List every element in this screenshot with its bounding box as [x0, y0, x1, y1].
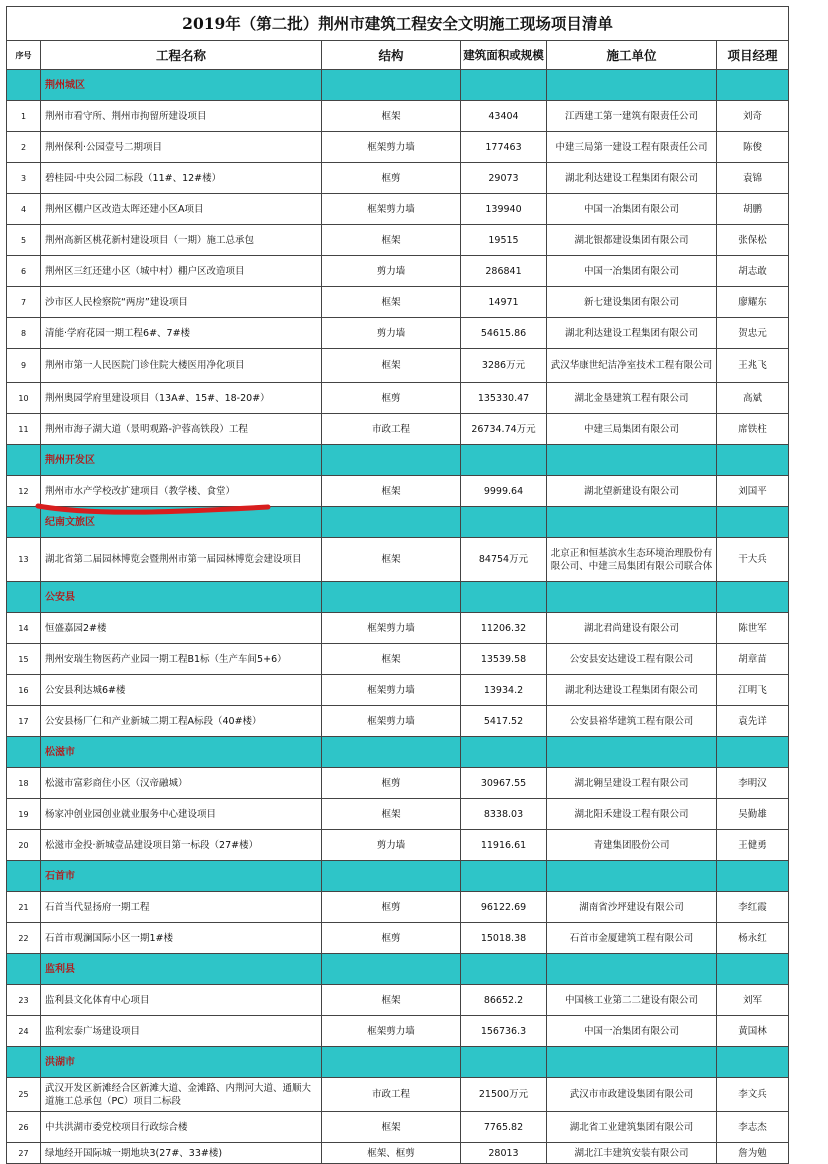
row-manager: 陈世军	[717, 613, 789, 644]
row-area: 8338.03	[461, 799, 547, 830]
row-structure: 框架	[322, 225, 461, 256]
row-area: 28013	[461, 1143, 547, 1164]
table-row	[7, 923, 789, 954]
region-empty-cell	[461, 861, 547, 892]
region-empty-cell	[322, 1047, 461, 1078]
row-project-name: 武汉开发区新滩经合区新滩大道、金滩路、内荆河大道、通顺大道施工总承包（PC）项目二标段	[41, 1078, 322, 1112]
region-empty-cell	[717, 445, 789, 476]
row-structure: 框架剪力墙	[322, 194, 461, 225]
row-seq: 26	[7, 1112, 41, 1143]
row-area: 7765.82	[461, 1112, 547, 1143]
row-structure: 市政工程	[322, 1078, 461, 1112]
row-project-name: 中共洪湖市委党校项目行政综合楼	[41, 1112, 322, 1143]
sheet-title: 2019年（第二批）荆州市建筑工程安全文明施工现场项目清单	[7, 7, 789, 41]
region-name: 监利县	[41, 954, 322, 985]
row-project-name: 荆州高新区桃花新村建设项目（一期）施工总承包	[41, 225, 322, 256]
region-seq-cell	[7, 445, 41, 476]
row-area: 9999.64	[461, 476, 547, 507]
row-structure: 框架剪力墙	[322, 706, 461, 737]
region-name: 洪湖市	[41, 1047, 322, 1078]
region-empty-cell	[322, 861, 461, 892]
region-empty-cell	[547, 737, 717, 768]
row-structure: 框剪	[322, 163, 461, 194]
row-contractor: 公安县安达建设工程有限公司	[547, 644, 717, 675]
row-contractor: 湖北阳禾建设工程有限公司	[547, 799, 717, 830]
region-empty-cell	[547, 507, 717, 538]
row-contractor: 中国一冶集团有限公司	[547, 194, 717, 225]
region-empty-cell	[322, 70, 461, 101]
row-manager: 袁锦	[717, 163, 789, 194]
table-row	[7, 830, 789, 861]
row-area: 14971	[461, 287, 547, 318]
row-area: 13934.2	[461, 675, 547, 706]
row-project-name: 监利宏泰广场建设项目	[41, 1016, 322, 1047]
row-manager: 袁先详	[717, 706, 789, 737]
table-row	[7, 101, 789, 132]
row-seq: 16	[7, 675, 41, 706]
region-seq-cell	[7, 737, 41, 768]
row-manager: 江明飞	[717, 675, 789, 706]
row-contractor: 湖北翱呈建设工程有限公司	[547, 768, 717, 799]
row-manager: 席铁柱	[717, 414, 789, 445]
row-manager: 刘国平	[717, 476, 789, 507]
region-seq-cell	[7, 507, 41, 538]
row-manager: 李红霞	[717, 892, 789, 923]
row-manager: 刘奇	[717, 101, 789, 132]
row-project-name: 荆州市看守所、荆州市拘留所建设项目	[41, 101, 322, 132]
row-area: 96122.69	[461, 892, 547, 923]
table-row	[7, 349, 789, 383]
row-manager: 胡章苗	[717, 644, 789, 675]
row-contractor: 湖北省工业建筑集团有限公司	[547, 1112, 717, 1143]
row-seq: 5	[7, 225, 41, 256]
row-project-name: 荆州区棚户区改造太晖还建小区A项目	[41, 194, 322, 225]
row-contractor: 湖北君尚建设有限公司	[547, 613, 717, 644]
region-empty-cell	[547, 445, 717, 476]
table-row	[7, 414, 789, 445]
row-area: 11916.61	[461, 830, 547, 861]
region-row	[7, 507, 789, 538]
row-area: 3286万元	[461, 349, 547, 383]
row-project-name: 清能·学府花园一期工程6#、7#楼	[41, 318, 322, 349]
region-empty-cell	[717, 954, 789, 985]
row-area: 177463	[461, 132, 547, 163]
region-seq-cell	[7, 861, 41, 892]
table-row	[7, 538, 789, 582]
row-area: 5417.52	[461, 706, 547, 737]
row-manager: 胡志敢	[717, 256, 789, 287]
row-structure: 框架剪力墙	[322, 132, 461, 163]
row-contractor: 武汉市市政建设集团有限公司	[547, 1078, 717, 1112]
region-empty-cell	[322, 737, 461, 768]
row-structure: 框架剪力墙	[322, 675, 461, 706]
region-name: 荆州开发区	[41, 445, 322, 476]
region-empty-cell	[322, 954, 461, 985]
row-manager: 廖耀东	[717, 287, 789, 318]
table-row	[7, 1112, 789, 1143]
row-seq: 24	[7, 1016, 41, 1047]
row-seq: 19	[7, 799, 41, 830]
table-row	[7, 318, 789, 349]
row-structure: 框架	[322, 287, 461, 318]
region-empty-cell	[322, 582, 461, 613]
row-area: 19515	[461, 225, 547, 256]
table-row	[7, 768, 789, 799]
row-seq: 22	[7, 923, 41, 954]
row-project-name: 荆州安瑞生物医药产业园一期工程B1标（生产车间5+6）	[41, 644, 322, 675]
table-row	[7, 644, 789, 675]
region-empty-cell	[547, 954, 717, 985]
row-structure: 剪力墙	[322, 318, 461, 349]
region-empty-cell	[547, 582, 717, 613]
region-empty-cell	[547, 1047, 717, 1078]
region-name: 公安县	[41, 582, 322, 613]
row-contractor: 中国核工业第二二建设有限公司	[547, 985, 717, 1016]
row-seq: 18	[7, 768, 41, 799]
row-seq: 25	[7, 1078, 41, 1112]
region-empty-cell	[322, 507, 461, 538]
row-structure: 框剪	[322, 923, 461, 954]
region-seq-cell	[7, 1047, 41, 1078]
region-seq-cell	[7, 70, 41, 101]
row-manager: 高斌	[717, 383, 789, 414]
row-contractor: 湖北金垦建筑工程有限公司	[547, 383, 717, 414]
region-empty-cell	[717, 582, 789, 613]
row-area: 43404	[461, 101, 547, 132]
row-structure: 框剪	[322, 892, 461, 923]
row-project-name: 荆州市第一人民医院门诊住院大楼医用净化项目	[41, 349, 322, 383]
region-empty-cell	[461, 507, 547, 538]
row-contractor: 湖北利达建设工程集团有限公司	[547, 318, 717, 349]
header-contractor: 施工单位	[547, 41, 717, 70]
row-contractor: 公安县裕华建筑工程有限公司	[547, 706, 717, 737]
project-table	[6, 6, 789, 1164]
row-contractor: 中建三局第一建设工程有限责任公司	[547, 132, 717, 163]
row-manager: 王兆飞	[717, 349, 789, 383]
row-seq: 2	[7, 132, 41, 163]
row-structure: 剪力墙	[322, 256, 461, 287]
row-project-name: 荆州市水产学校改扩建项目（教学楼、食堂）	[41, 476, 322, 507]
table-row	[7, 225, 789, 256]
table-row	[7, 613, 789, 644]
row-contractor: 湖北利达建设工程集团有限公司	[547, 163, 717, 194]
region-empty-cell	[461, 1047, 547, 1078]
region-row	[7, 954, 789, 985]
row-contractor: 湖北银都建设集团有限公司	[547, 225, 717, 256]
row-seq: 1	[7, 101, 41, 132]
row-contractor: 中国一冶集团有限公司	[547, 1016, 717, 1047]
region-row	[7, 1047, 789, 1078]
table-row	[7, 383, 789, 414]
row-seq: 23	[7, 985, 41, 1016]
table-row	[7, 476, 789, 507]
row-contractor: 武汉华康世纪洁净室技术工程有限公司	[547, 349, 717, 383]
row-structure: 框架	[322, 985, 461, 1016]
row-structure: 框架剪力墙	[322, 613, 461, 644]
row-contractor: 湖北江丰建筑安装有限公司	[547, 1143, 717, 1164]
region-empty-cell	[461, 954, 547, 985]
header-structure: 结构	[322, 41, 461, 70]
table-row	[7, 1016, 789, 1047]
row-manager: 李志杰	[717, 1112, 789, 1143]
row-seq: 27	[7, 1143, 41, 1164]
row-structure: 框架	[322, 476, 461, 507]
row-contractor: 湖南省沙坪建设有限公司	[547, 892, 717, 923]
row-project-name: 公安县杨厂仁和产业新城二期工程A标段（40#楼）	[41, 706, 322, 737]
row-area: 21500万元	[461, 1078, 547, 1112]
row-manager: 李文兵	[717, 1078, 789, 1112]
table-row	[7, 194, 789, 225]
row-structure: 框架	[322, 349, 461, 383]
row-seq: 12	[7, 476, 41, 507]
table-row	[7, 892, 789, 923]
table-row	[7, 985, 789, 1016]
table-row	[7, 1078, 789, 1112]
row-manager: 詹为勉	[717, 1143, 789, 1164]
row-project-name: 荆州区三红还建小区（城中村）棚户区改造项目	[41, 256, 322, 287]
table-row	[7, 163, 789, 194]
row-structure: 框架	[322, 1112, 461, 1143]
row-seq: 9	[7, 349, 41, 383]
row-project-name: 石首市观澜国际小区一期1#楼	[41, 923, 322, 954]
row-manager: 吴勤雄	[717, 799, 789, 830]
region-name: 荆州城区	[41, 70, 322, 101]
row-seq: 11	[7, 414, 41, 445]
row-structure: 框架剪力墙	[322, 1016, 461, 1047]
row-contractor: 新七建设集团有限公司	[547, 287, 717, 318]
row-area: 156736.3	[461, 1016, 547, 1047]
row-area: 26734.74万元	[461, 414, 547, 445]
table-row	[7, 1143, 789, 1164]
row-area: 30967.55	[461, 768, 547, 799]
row-project-name: 湖北省第二届园林博览会暨荆州市第一届园林博览会建设项目	[41, 538, 322, 582]
row-area: 15018.38	[461, 923, 547, 954]
region-empty-cell	[717, 861, 789, 892]
row-seq: 8	[7, 318, 41, 349]
row-project-name: 监利县文化体育中心项目	[41, 985, 322, 1016]
row-project-name: 荆州市海子湖大道（景明观路-沪蓉高铁段）工程	[41, 414, 322, 445]
row-structure: 框架	[322, 799, 461, 830]
region-row	[7, 737, 789, 768]
row-structure: 框架、框剪	[322, 1143, 461, 1164]
row-contractor: 中建三局集团有限公司	[547, 414, 717, 445]
table-row	[7, 799, 789, 830]
row-seq: 13	[7, 538, 41, 582]
row-area: 286841	[461, 256, 547, 287]
row-project-name: 杨家冲创业园创业就业服务中心建设项目	[41, 799, 322, 830]
region-empty-cell	[547, 861, 717, 892]
table-row	[7, 675, 789, 706]
row-area: 139940	[461, 194, 547, 225]
region-name: 松滋市	[41, 737, 322, 768]
row-structure: 框架	[322, 538, 461, 582]
row-contractor: 北京正和恒基滨水生态环境治理股份有限公司、中建三局集团有限公司联合体	[547, 538, 717, 582]
table-row	[7, 706, 789, 737]
row-seq: 15	[7, 644, 41, 675]
row-project-name: 绿地经开国际城一期地块3(27#、33#楼)	[41, 1143, 322, 1164]
row-seq: 17	[7, 706, 41, 737]
region-empty-cell	[717, 1047, 789, 1078]
row-manager: 胡鹏	[717, 194, 789, 225]
region-empty-cell	[461, 445, 547, 476]
row-area: 54615.86	[461, 318, 547, 349]
region-row	[7, 582, 789, 613]
row-manager: 杨永红	[717, 923, 789, 954]
row-project-name: 松滋市金投·新城壹品建设项目第一标段（27#楼）	[41, 830, 322, 861]
row-manager: 贺忠元	[717, 318, 789, 349]
row-structure: 框剪	[322, 383, 461, 414]
row-manager: 陈俊	[717, 132, 789, 163]
row-manager: 黄国林	[717, 1016, 789, 1047]
region-seq-cell	[7, 954, 41, 985]
row-structure: 框架	[322, 101, 461, 132]
region-row	[7, 70, 789, 101]
region-empty-cell	[717, 70, 789, 101]
row-contractor: 湖北望新建设有限公司	[547, 476, 717, 507]
row-area: 84754万元	[461, 538, 547, 582]
region-empty-cell	[461, 582, 547, 613]
row-seq: 4	[7, 194, 41, 225]
table-row	[7, 256, 789, 287]
header-seq: 序号	[7, 41, 41, 70]
row-seq: 21	[7, 892, 41, 923]
region-name: 纪南文旅区	[41, 507, 322, 538]
region-seq-cell	[7, 582, 41, 613]
row-area: 29073	[461, 163, 547, 194]
header-area: 建筑面积或规模	[461, 41, 547, 70]
row-contractor: 石首市金厦建筑工程有限公司	[547, 923, 717, 954]
region-empty-cell	[322, 445, 461, 476]
row-project-name: 荆州保利·公园壹号二期项目	[41, 132, 322, 163]
row-project-name: 恒盛嘉园2#楼	[41, 613, 322, 644]
row-seq: 6	[7, 256, 41, 287]
region-empty-cell	[461, 70, 547, 101]
table-row	[7, 132, 789, 163]
region-name: 石首市	[41, 861, 322, 892]
region-empty-cell	[461, 737, 547, 768]
row-structure: 框架	[322, 644, 461, 675]
row-project-name: 沙市区人民检察院“两房”建设项目	[41, 287, 322, 318]
header-name: 工程名称	[41, 41, 322, 70]
row-manager: 刘军	[717, 985, 789, 1016]
row-structure: 市政工程	[322, 414, 461, 445]
row-seq: 14	[7, 613, 41, 644]
row-contractor: 中国一冶集团有限公司	[547, 256, 717, 287]
row-seq: 7	[7, 287, 41, 318]
row-area: 86652.2	[461, 985, 547, 1016]
region-empty-cell	[717, 507, 789, 538]
row-contractor: 江西建工第一建筑有限责任公司	[547, 101, 717, 132]
row-area: 13539.58	[461, 644, 547, 675]
row-area: 11206.32	[461, 613, 547, 644]
row-manager: 李明汉	[717, 768, 789, 799]
row-manager: 干大兵	[717, 538, 789, 582]
header-manager: 项目经理	[717, 41, 789, 70]
row-project-name: 荆州奥园学府里建设项目（13A#、15#、18-20#）	[41, 383, 322, 414]
row-structure: 框剪	[322, 768, 461, 799]
row-structure: 剪力墙	[322, 830, 461, 861]
project-list-sheet	[6, 6, 788, 1164]
region-row	[7, 861, 789, 892]
row-project-name: 公安县利达城6#楼	[41, 675, 322, 706]
region-row	[7, 445, 789, 476]
row-project-name: 碧桂园·中央公园二标段（11#、12#楼）	[41, 163, 322, 194]
table-body	[7, 70, 789, 1164]
row-project-name: 松滋市富彩商住小区（汉帝融城）	[41, 768, 322, 799]
region-empty-cell	[547, 70, 717, 101]
row-area: 135330.47	[461, 383, 547, 414]
row-manager: 王健勇	[717, 830, 789, 861]
row-manager: 张保松	[717, 225, 789, 256]
table-row	[7, 287, 789, 318]
row-project-name: 石首当代显扬府一期工程	[41, 892, 322, 923]
row-contractor: 青建集团股份公司	[547, 830, 717, 861]
region-empty-cell	[717, 737, 789, 768]
row-seq: 10	[7, 383, 41, 414]
row-seq: 20	[7, 830, 41, 861]
row-seq: 3	[7, 163, 41, 194]
row-contractor: 湖北利达建设工程集团有限公司	[547, 675, 717, 706]
